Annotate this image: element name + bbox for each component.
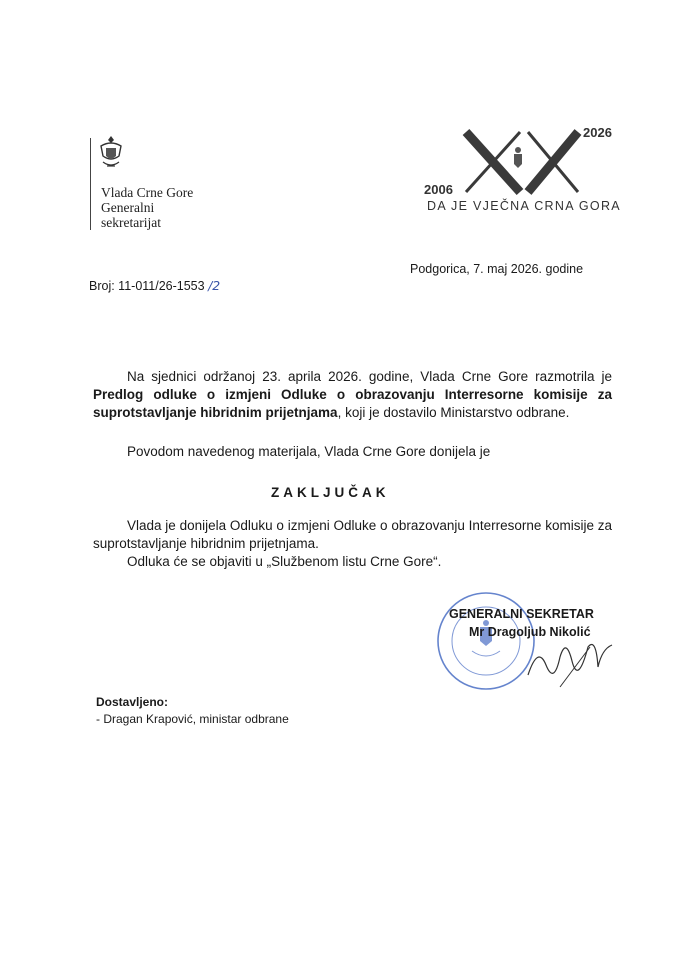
anniversary-year-left: 2006 [424,182,453,197]
document-date: Podgorica, 7. maj 2026. godine [410,262,584,276]
paragraph-session-lead: Na sjednici održanoj 23. aprila 2026. godine, Vlada Crne Gore razmotrila je [127,369,612,384]
gov-line-1: Vlada Crne Gore [101,185,194,200]
reference-handwritten-suffix: /2 [208,278,221,293]
delivered-label: Dostavljeno: [96,695,169,709]
paragraph-session-tail: , koji je dostavilo Ministarstvo odbrane. [337,405,570,420]
coat-of-arms-icon [98,134,124,174]
delivered-item: - Dragan Krapović, ministar odbrane [96,712,289,726]
header-divider [90,138,91,230]
paragraph-decision: Vlada je donijela Odluku o izmjeni Odluke o obrazovanju Interresorne komisije za suprotstavljanje hibridnim prijetnjama. [93,518,612,551]
gov-line-2: Generalni [101,200,155,215]
signatory-name: Mr Dragoljub Nikolić [469,625,591,639]
anniversary-motto: DA JE VJEČNA CRNA GORA [427,199,621,213]
paragraph-adopted: Povodom navedenog materijala, Vlada Crne Gore donijela je [127,444,491,459]
anniversary-year-right: 2026 [583,125,612,140]
paragraph-publication: Odluka će se objaviti u „Službenom listu Crne Gore“. [127,554,442,569]
reference-number-text: Broj: 11-011/26-1553 [89,279,205,293]
paragraph-session [93,368,612,422]
signatory-role: GENERALNI SEKRETAR [449,607,594,621]
gov-line-3: sekretarijat [101,215,161,230]
conclusion-title: ZAKLJUČAK [271,485,390,500]
government-name [101,185,193,230]
proposal-title: Predlog odluke o izmjeni Odluke o obrazovanju Interresorne komisije za suprotstavljanje hibridnim prijetnjama [93,387,612,420]
reference-number [89,278,220,293]
